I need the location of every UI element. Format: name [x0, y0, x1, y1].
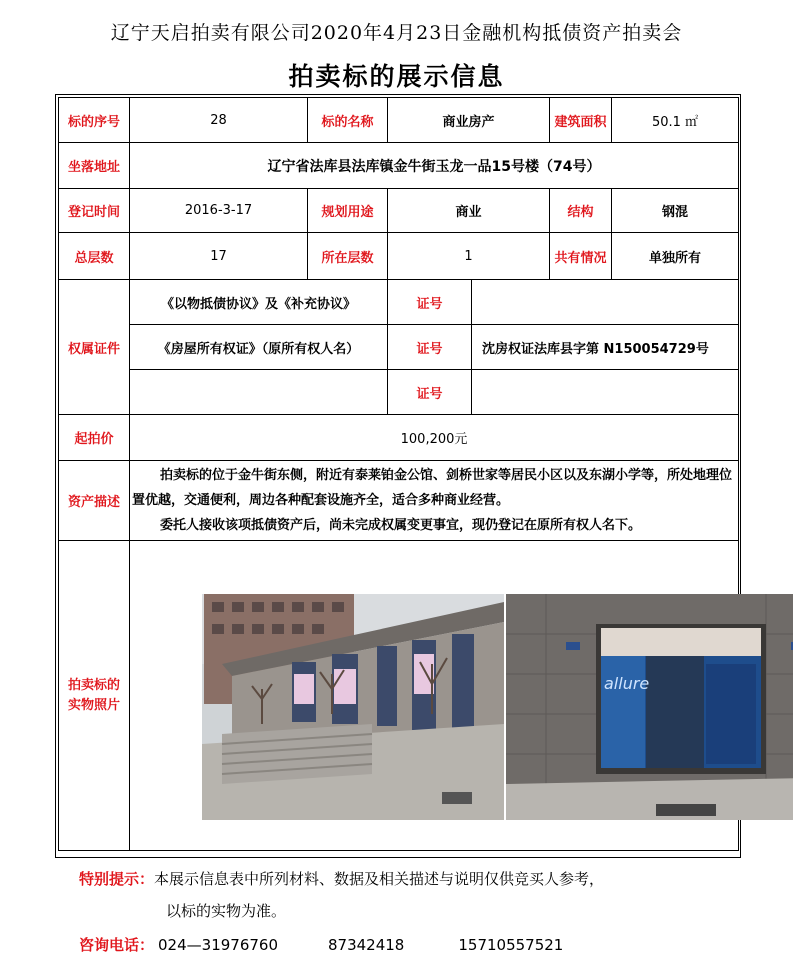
title-doc-name	[130, 370, 388, 415]
photo-label	[59, 541, 130, 851]
ownership-label: 共有情况	[550, 233, 612, 280]
cert-no	[472, 280, 739, 325]
lot-name-label: 标的名称	[308, 98, 388, 143]
row-location	[59, 143, 739, 189]
structure-value: 钢混	[612, 189, 739, 233]
floor-label: 所在层数	[308, 233, 388, 280]
phone-label: 咨询电话：	[79, 936, 155, 954]
title-docs-label: 权属证件	[59, 280, 130, 415]
use-value: 商业	[388, 189, 550, 233]
notice-line-1	[79, 868, 604, 889]
start-price-value: 100,200元	[130, 415, 739, 461]
phone-3: 15710557521	[458, 936, 564, 954]
info-table	[58, 97, 739, 851]
location-value: 辽宁省法库县法库镇金牛街玉龙一品15号楼（74号）	[130, 143, 739, 189]
row-lot	[59, 98, 739, 143]
lot-no-value: 28	[130, 98, 308, 143]
notice-label: 特别提示：	[79, 870, 155, 888]
start-price-label: 起拍价	[59, 415, 130, 461]
floor-value: 1	[388, 233, 550, 280]
cert-no	[472, 370, 739, 415]
row-floors	[59, 233, 739, 280]
area-value: 50.1 ㎡	[612, 98, 739, 143]
phone-line	[79, 934, 563, 955]
cert-no: 沈房权证法库县字第 N150054729号	[472, 325, 739, 370]
row-registration	[59, 189, 739, 233]
page-title: 拍卖标的展示信息	[288, 62, 505, 91]
desc-paragraph-1: 拍卖标的位于金牛街东侧，附近有泰莱铂金公馆、剑桥世家等居民小区以及东湖小学等，所处地理位置优越，交通便利，周边各种配套设施齐全，适合多种商业经营。	[132, 468, 733, 508]
notice-text-1: 本展示信息表中所列材料、数据及相关描述与说明仅供竞买人参考，	[154, 870, 605, 888]
desc-label: 资产描述	[59, 461, 130, 541]
cert-label: 证号	[388, 325, 472, 370]
reg-date-label: 登记时间	[59, 189, 130, 233]
phone-2: 87342418	[328, 936, 405, 954]
use-label: 规划用途	[308, 189, 388, 233]
structure-label: 结构	[550, 189, 612, 233]
floors-value: 17	[130, 233, 308, 280]
lot-no-label: 标的序号	[59, 98, 130, 143]
shop-door-photo	[506, 594, 793, 820]
reg-date-value: 2016-3-17	[130, 189, 308, 233]
row-title-doc-3	[59, 370, 739, 415]
title-doc-name: 《房屋所有权证》（原所有权人名）	[130, 325, 388, 370]
row-photos	[59, 541, 739, 851]
floors-label: 总层数	[59, 233, 130, 280]
title-doc-name: 《以物抵债协议》及《补充协议》	[130, 280, 388, 325]
cert-label: 证号	[388, 370, 472, 415]
phone-1: 024—31976760	[158, 936, 278, 954]
shop-sign-text: allure	[604, 674, 650, 693]
lot-name-value: 商业房产	[388, 98, 550, 143]
row-title-doc-1	[59, 280, 739, 325]
row-start-price	[59, 415, 739, 461]
area-label: 建筑面积	[550, 98, 612, 143]
desc-paragraph-2: 委托人接收该项抵债资产后，尚未完成权属变更事宜，现仍登记在原所有权人名下。	[160, 518, 642, 533]
row-description	[59, 461, 739, 541]
cert-label: 证号	[388, 280, 472, 325]
storefront-photo	[202, 594, 504, 820]
desc-text	[130, 461, 739, 541]
header-title: 辽宁天启拍卖有限公司2020年4月23日金融机构抵债资产拍卖会	[110, 22, 683, 44]
photos-cell	[130, 541, 739, 851]
row-title-doc-2	[59, 325, 739, 370]
ownership-value: 单独所有	[612, 233, 739, 280]
location-label: 坐落地址	[59, 143, 130, 189]
photo-label-text: 拍卖标的实物照片	[67, 677, 120, 713]
notice-line-2: 以标的实物为准。	[166, 902, 287, 920]
